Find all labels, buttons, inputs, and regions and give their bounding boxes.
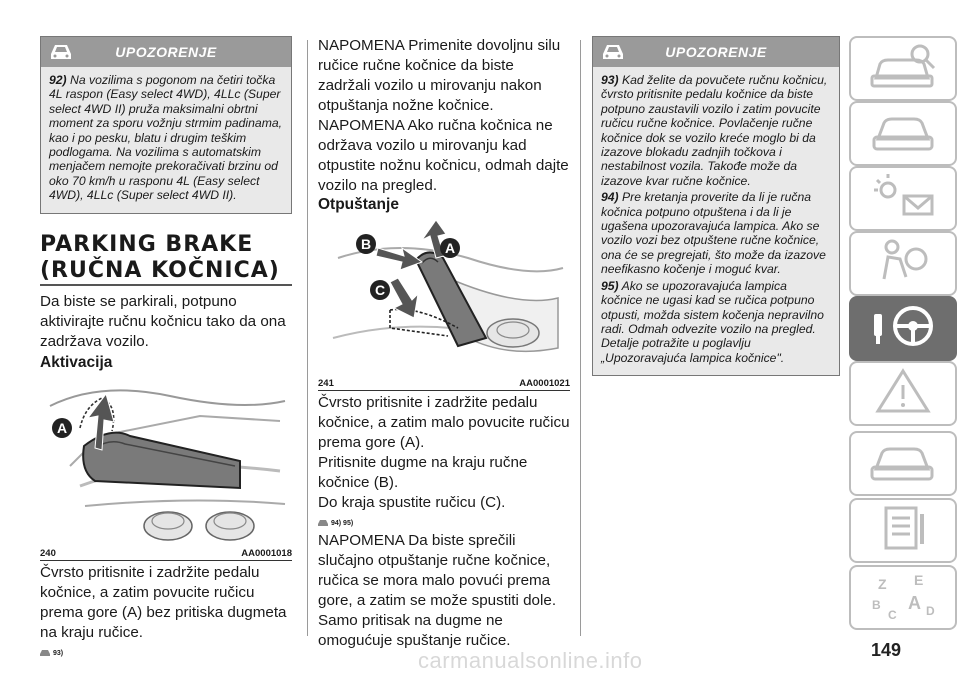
figure-label-a: A bbox=[444, 240, 456, 256]
warning-car-icon bbox=[601, 42, 625, 62]
chapter-tab-lights[interactable] bbox=[849, 166, 957, 231]
warning-car-icon bbox=[49, 42, 73, 62]
svg-text:D: D bbox=[926, 604, 935, 618]
figure-caption bbox=[40, 548, 292, 561]
warning-header bbox=[41, 37, 291, 67]
light-envelope-icon bbox=[858, 168, 948, 225]
warning-title: UPOZORENJE bbox=[665, 44, 767, 60]
page-number: 149 bbox=[871, 640, 902, 660]
figure-number: 241 bbox=[318, 378, 334, 389]
activation-text: Čvrsto pritisnite i zadržite pedalu kočnice, a zatim povucite ručicu prema gore (A) bez pritiska dugmeta na kraju ručice. bbox=[40, 563, 287, 641]
subheading-activation: Aktivacija bbox=[40, 353, 113, 371]
title-line-1: PARKING BRAKE bbox=[40, 231, 254, 257]
warning-car-icon bbox=[40, 649, 50, 657]
release-step-1: Čvrsto pritisnite i zadržite pedalu kočnice, a zatim malo povucite ručicu prema gore (A). bbox=[318, 394, 570, 451]
subheading-release: Otpuštanje bbox=[318, 196, 399, 213]
warning-triangle-icon bbox=[858, 363, 948, 420]
warning-box-left bbox=[40, 36, 292, 214]
car-front-icon bbox=[858, 103, 948, 160]
warning-car-icon bbox=[318, 519, 328, 527]
figure-240 bbox=[40, 376, 292, 561]
car-maintenance-icon bbox=[858, 433, 948, 490]
middle-column bbox=[318, 36, 570, 651]
figure-caption bbox=[318, 378, 570, 391]
note-3: NAPOMENA Da biste sprečili slučajno otpuštanje ručne kočnice, ručica se mora malo povući prema gore, a zatim se može spustiti dole. Samo pritisak na dugme ne omogućuje spuštanje ručice. bbox=[318, 532, 557, 649]
chapter-tab-safety[interactable] bbox=[849, 231, 957, 296]
warning-text-95: Ako se upozoravajuća lampica kočnice ne ugasi kad se ručica potpuno otpusti, možda sistem kočenja nepravilno radi. Odmah odvezite vozilo na pregled. Detalje potražite u poglavlju „Upozoravajuća lampica kočnice". bbox=[601, 278, 824, 365]
section-title bbox=[40, 232, 292, 286]
release-step-2: Pritisnite dugme na kraju ručne kočnice (B). bbox=[318, 454, 528, 491]
reference-numbers: 94) 95) bbox=[331, 520, 354, 527]
chapter-tab-index[interactable] bbox=[849, 565, 957, 630]
chapter-tab-emergency[interactable] bbox=[849, 361, 957, 426]
figure-number: 240 bbox=[40, 547, 56, 559]
warning-number-94: 94) bbox=[601, 190, 619, 205]
warning-reference bbox=[40, 643, 292, 657]
left-column bbox=[40, 0, 292, 657]
figure-label-c: C bbox=[374, 282, 386, 298]
watermark: carmanualsonline.info bbox=[418, 648, 643, 673]
svg-text:B: B bbox=[872, 598, 881, 612]
chapter-tab-maintenance[interactable] bbox=[849, 431, 957, 496]
warning-number: 92) bbox=[49, 73, 67, 87]
chapter-tab-starting-driving[interactable] bbox=[849, 296, 957, 361]
handbrake-release-illustration bbox=[318, 218, 570, 378]
document-list-icon bbox=[858, 500, 948, 557]
chapter-tab-dashboard[interactable] bbox=[849, 101, 957, 166]
warning-header bbox=[593, 37, 839, 67]
warning-box-right bbox=[592, 36, 840, 376]
svg-text:A: A bbox=[908, 593, 921, 613]
warning-number-95: 95) bbox=[601, 278, 619, 293]
handbrake-lever-illustration bbox=[40, 376, 292, 548]
column-divider bbox=[580, 40, 581, 636]
warning-body bbox=[593, 67, 839, 375]
svg-text:E: E bbox=[914, 572, 924, 588]
figure-label-b: B bbox=[360, 236, 372, 252]
title-line-2: (RUČNA KOČNICA) bbox=[40, 257, 280, 283]
figure-241 bbox=[318, 218, 570, 391]
warning-reference bbox=[318, 513, 570, 527]
warning-title: UPOZORENJE bbox=[115, 44, 217, 60]
note-1: NAPOMENA Primenite dovoljnu silu ručice ručne kočnice da biste zadržali vozilo u mirovanju nakon otpuštanja nožne kočnice. bbox=[318, 37, 561, 114]
column-divider bbox=[307, 40, 308, 636]
car-search-icon bbox=[858, 38, 948, 95]
figure-label-a: A bbox=[56, 419, 68, 436]
release-step-3: Do kraja spustite ručicu (C). bbox=[318, 494, 506, 511]
figure-code: AA0001018 bbox=[241, 547, 292, 559]
steering-wheel-key-icon bbox=[858, 298, 948, 355]
warning-text-94: Pre kretanja proverite da li je ručna kočnica potpuno otpuštena i da li je ugašena upozoravajuća lampica. Ako se vozilo vozi bez otpuštene ručne kočnice, ona će se pregrejati, što može da izazove neefikasno kočenje i moguć kvar. bbox=[601, 190, 826, 277]
airbag-person-icon bbox=[858, 233, 948, 290]
warning-text: Na vozilima s pogonom na četiri točka 4L raspon (Easy select 4WD), 4LLc (Super select 4WD II) pruža maksimalni obrtni moment za sporu vožnju strmim padinama, kao i po pesku, blatu i drugim teškim podlogama. Na vozilima s automatskim menjačem nemojte prekoračivati brzinu od oko 70 km/h u rasponu 4L (Easy select 4WD), 4LLc (Super select 4WD II). bbox=[49, 73, 283, 203]
chapter-tab-technical-data[interactable] bbox=[849, 498, 957, 563]
reference-number: 93) bbox=[53, 649, 64, 657]
figure-code: AA0001021 bbox=[519, 378, 570, 389]
note-2: NAPOMENA Ako ručna kočnica ne održava vozilo u mirovanju kad otpustite nožnu kočnicu, odmah dajte vozilo na pregled. bbox=[318, 117, 569, 194]
warning-number-93: 93) bbox=[601, 73, 619, 87]
chapter-tab-car-overview[interactable] bbox=[849, 36, 957, 101]
right-column bbox=[592, 0, 840, 376]
intro-text: Da biste se parkirali, potpuno aktivirajte ručnu kočnicu tako da ona zadržava vozilo. bbox=[40, 292, 286, 350]
warning-body bbox=[41, 67, 291, 213]
alphabet-index-icon bbox=[858, 567, 948, 624]
svg-text:C: C bbox=[888, 608, 897, 622]
svg-text:Z: Z bbox=[878, 576, 887, 592]
warning-text-93: Kad želite da povučete ručnu kočnicu, čvrsto pritisnite pedalu kočnice da biste potpuno zaustavili vozilo i zatim povucite ručicu ručne kočnice. Povlačenje ručne kočnice dok se vozilo kreće moglo bi da izazove blokadu zadnjih točkova i nestabilnost vozila. Takođe može da izazove kvar ručne kočnice. bbox=[601, 73, 828, 188]
